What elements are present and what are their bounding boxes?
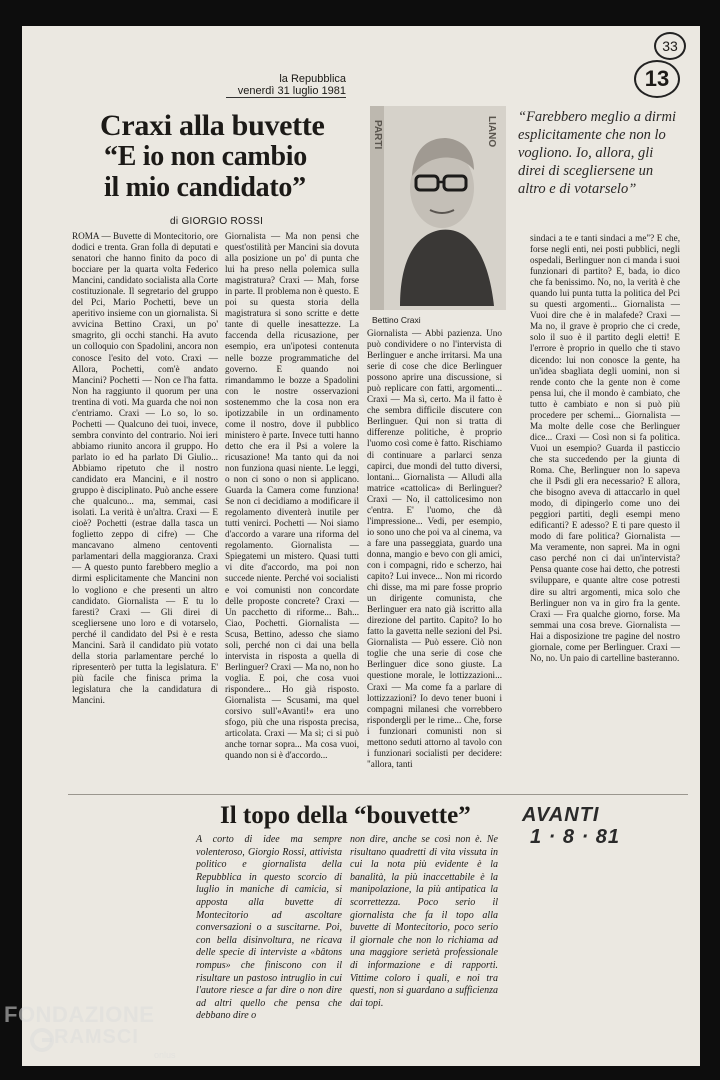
- source-name: la Repubblica: [279, 73, 346, 85]
- handwritten-source-name: AVANTI: [522, 804, 600, 826]
- watermark-sub: onlus: [154, 1050, 176, 1060]
- page-number-circle: [634, 60, 680, 98]
- photo-backdrop-left: PARTI: [372, 120, 383, 150]
- source-date: venerdì 31 luglio 1981: [226, 85, 346, 98]
- watermark-brand-left: FONDAZIONE: [4, 1002, 155, 1027]
- watermark: [4, 1000, 234, 1080]
- second-column-2-text: non dire, anche se così non è. Ne risultano quadretti di vita vissuta in cui la nota più evidente è la banalità, la più inaccettabile è la manipolazione, la più antipatica la scorrettezza. Poco serio il giornalista che fa il topo alla buvette di Montecitorio, poco serio il giornale che non lo richiama ad una maggiore serietà professionale di informazione e di rapporti. Vittime coloro i quali, e noi tra questi, non si guardano a sufficienza dai topi.: [350, 834, 498, 1009]
- watermark-logo-icon: [29, 1027, 55, 1053]
- headline-line-1: Craxi alla buvette: [100, 109, 325, 142]
- headline-line-2: “E io non cambio: [104, 141, 307, 172]
- watermark-brand-right: RAMSCI: [54, 1026, 139, 1048]
- portrait-photo: [370, 106, 506, 310]
- clipping-edge: [68, 794, 688, 795]
- clipping-sheet: [22, 26, 700, 1066]
- byline: di GIORGIO ROSSI: [170, 216, 264, 227]
- handwritten-source: [522, 804, 620, 848]
- second-column-1: [196, 834, 342, 1023]
- article-column-4: [530, 233, 680, 783]
- source-stamp: [226, 73, 346, 98]
- column-4-text: sindaci a te e tanti sindaci a me"? E che, forse negli enti, nei posti pubblici, negli ospedali, Berlinguer non ci manda i suoi funzionari di partito? E, bada, io dico che fa benissimo. No, no, la verità è che quando lui punta tutta la politica del Pci su questi argomenti... Giornalista — Vuoi dire che è in malafede? Craxi — Ma no, il grave è proprio che ci crede, solo il suo è il partito degli eletti! E l'errore è proprio in quello che ti stavo dicendo: lui non conosce la gente, ha un'idea sbagliata degli uomini, non si rende conto che la gente non è come pensa lui, che il mondo è cambiato, che tutto è cambiato e non si può più procedere per schemi... Giornalista — Ma molte delle cose che Berlinguer dice... Craxi — Così non si fa politica. Vuoi un esempio? Guarda il pasticcio che sta succedendo per la giunta di Roma. Che, Berlinguer non lo sapeva che il Psdi gli era necessario? E allora, che bisogno aveva di attaccarlo in quel modo, di dipingerlo come uno dei peggiori partiti, degli esempi meno edificanti? E adesso? E ti pare questo il modo di fare politica? Giornalista — Ma veramente, non saprei. Ma in ogni caso perché non ci dai un'intervista? Pensa quante cose hai detto, che potresti sviluppare, e quante altre cose potresti dire su altri argomenti, mica solo che Berlinguer non va in giro fra la gente. Craxi — Fra qualche giorno, forse. Ma semmai una cosa breve. Giornalista — Hai a disposizione tre pagine del nostro giornale, come per Berlinguer. Craxi — No, no. Un paio di cartelline basteranno.: [530, 233, 680, 663]
- article-column-1: [72, 231, 218, 791]
- photo-caption: Bettino Craxi: [372, 315, 421, 325]
- page-number: 13: [644, 66, 670, 91]
- column-3-text: Giornalista — Abbi pazienza. Uno può condividere o no l'intervista di Berlinguer e anche irritarsi. Ma una serie di cose che dice Berlinguer possono aprire una discussione, si può replicare con fatti, argomenti... Craxi — Ma sì, certo. Ma il fatto è che sembra difficile discutere con Berlinguer. Qui non si tratta di differenze politiche, è proprio l'uomo così come è fatto. Rischiamo di continuare a parlarci senza capirci, due mondi del tutto diversi, lontani... Giornalista — Alludi alla matrice «cattolica» di Berlinguer? Craxi — No, il cattolicesimo non c'entra. E' l'uomo, che dà l'impressione... Vedi, per esempio, io sono uno che poi va al cinema, va a fare una passeggiata, guardo una donna, mangio e bevo con gli amici, con i compagni, rido e scherzo, hai capito? Lui invece... Non mi ricordo chi disse, ma mi pare fosse proprio un dirigente comunista, che Berlinguer era nato già iscritto alla direzione del partito. Capito? Io ho fatto la gavetta nelle sezioni del Psi. Giornalista — Può essere. Ciò non toglie che una serie di cose che Berlinguer dice sono giuste. La questione morale, le lottizzazioni... Craxi — Ma come fa a parlare di lottizzazioni? Io devo tener buoni i compagni milanesi che vorrebbero rispondergli per le rime... Che, forse i funzionari comunisti non si mettono seduti attorno al tavolo con i funzionari socialisti per decidere: "allora, tanti: [367, 328, 502, 769]
- handwritten-source-date: 1 · 8 · 81: [530, 826, 621, 848]
- archive-number: 33: [662, 38, 678, 54]
- photo-backdrop-right: LIANO: [486, 116, 497, 148]
- archive-number-circle: [654, 32, 686, 60]
- article-column-3: [367, 328, 502, 782]
- column-1-text: ROMA — Buvette di Montecitorio, ore dodici e trenta. Gran folla di deputati e senatori che hanno finito da poco di bocciare per la quarta volta Federico Mancini, candidato socialista alla Corte costituzionale. Il segretario del gruppo del Pci, Mario Pochetti, beve un aperitivo insieme con un giornalista. Si avvicina Bettino Craxi, un po' smagrito, gli occhi stanchi. Ha avuto un colloquio con Spadolini, ancora non conosce l'esito del voto. Craxi — Allora, Pochetti, com'è andato Mancini? Pochetti — Non ce l'ha fatta. Non ha raggiunto il quorum per una trentina di voti. Ma guarda che noi non c'entriamo. Craxi — Lo so, lo so. Pochetti — Qualcuno dei tuoi, invece, sembra convinto del contrario. Noi ieri abbiamo riunito ancora il gruppo. Ho parlato io ed ha parlato Di Giulio... Abbiamo ripetuto che il nostro candidato era Mancini, e il nostro gruppo è disciplinato. Può anche essere che qualcuno... ma, semmai, casi isolati. La verità è un'altra. Craxi — E cioè? Pochetti (estrae dalla tasca un foglietto zeppo di cifre) — Che mancavano almeno centoventi parlamentari della maggioranza. Craxi — A questo punto farebbero meglio a dirmi esplicitamente che Mancini non lo vogliono e che presenti un altro candidato. Giornalista — E tu lo faresti? Craxi — Gli direi di scegliersene uno loro e di votarselo, perché il candidato del Psi è e resta Mancini. Sarà il candidato più votato della storia parlamentare perché lo ripresenterò per tutta la legislatura. E' più facile che finisca prima la legislatura che la candidatura di Mancini.: [72, 231, 218, 705]
- second-headline: Il topo della “bouvette”: [220, 802, 471, 829]
- column-2-text: Giornalista — Ma non pensi che quest'ostilità per Mancini sia dovuta alla posizione un po' di punta che lui ha preso nella polemica sulla magistratura? Craxi — Mah, forse in parte. Il problema non è questo. E poi su questa storia della magistratura si sono scritte e dette tante di quelle inesattezze. La faccenda della ricusazione, per esempio, era un'ipotesi contenuta nelle bozze programmatiche del governo. E quando noi rimandammo le bozze a Spadolini con le nostre osservazioni sostenemmo che la cosa non era ipotizzabile in un ordinamento come il nostro, dove il pubblico ministero è parte. Invece tutti hanno detto che era il Psi a volere la ricusazione! Ma tanto qui da noi non funziona quasi niente. Le leggi, o non ci sono o non si applicano. Guarda la Camera come funziona! Se non ci decidiamo a modificare il regolamento diventerà inutile per tutti venirci. Pochetti — Noi siamo d'accordo a varare una riforma del regolamento. Giornalista — Spiegatemi un mistero. Quasi tutti vi dite d'accordo, ma poi non succede niente. Perché voi socialisti e voi comunisti non concordate delle proposte concrete? Craxi — Un pacchetto di riforme... Bah... Ciao, Pochetti. Giornalista — Scusa, Bettino, adesso che siamo soli, perché non ci dai una bella intervista in risposta a quella di Berlinguer? Craxi — Ma no, non ho voglia. E poi, che cosa vuoi rispondere... Ho già risposto. Giornalista — Scusami, ma quel corsivo sull'«Avanti!» era uno sfogo, più che una risposta precisa, articolata. Craxi — Ma sì; ci si può anche tornar sopra... Ma cosa vuoi, quando non si è d'accordo...: [225, 231, 359, 761]
- second-column-2: [350, 834, 498, 1010]
- pull-quote: “Farebbero meglio a dirmi esplicitamente che non lo vogliono. Io, allora, gli direi di scegliersene un altro e di votarselo”: [518, 109, 677, 197]
- headline: [100, 110, 350, 203]
- second-column-1-text: A corto di idee ma sempre volenteroso, Giorgio Rossi, attivista politico e giornalista della Repubblica in questo scorcio di luglio in maniche di camicia, si apposta alla buvette di Montecitorio ad ascoltare conversazioni o a suscitarne. Poi, con bella disinvoltura, ne ricava delle specie di interviste a «bâtons rompus» che finiscono con il risultare un pastoso intruglio in cui l'autore riesce a far dire o non dire ad altri quello che pensa che debbano dire o: [196, 834, 342, 1022]
- headline-line-3: il mio candidato”: [104, 172, 306, 203]
- article-column-2: [225, 231, 359, 791]
